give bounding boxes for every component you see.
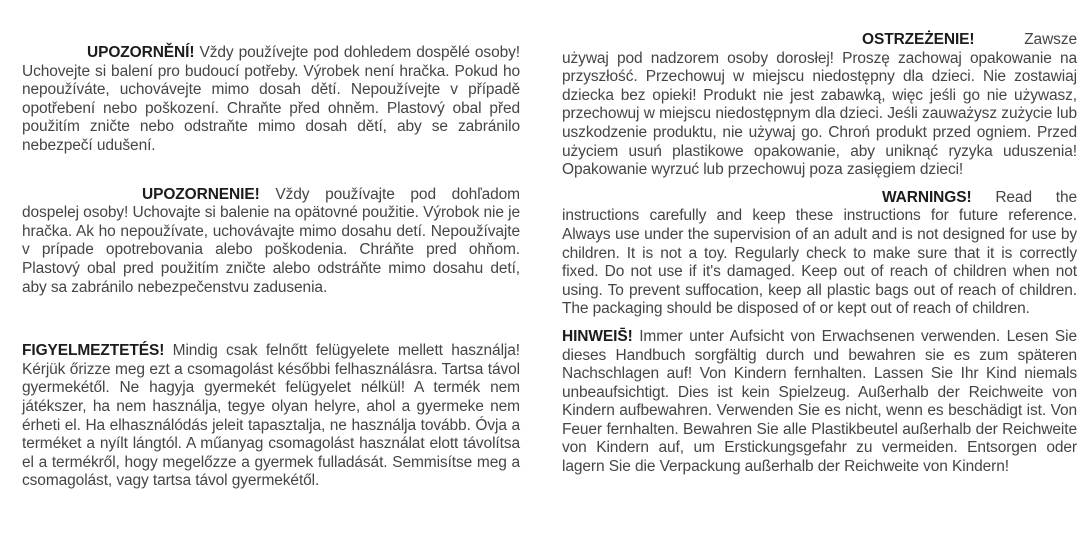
warning-paragraph-english: [562, 189, 1077, 319]
warning-paragraph-czech: [22, 44, 520, 156]
warning-heading-english: WARNINGS!: [882, 188, 972, 206]
warning-body-german: Immer unter Aufsicht von Erwachsenen verwenden. Lesen Sie dieses Handbuch sorgfältig durch und bewahren sie es zum späteren Nachschlagen auf! Von Kindern fernhalten. Lassen Sie Ihr Kind niemals unbeaufsichtigt. Dies ist kein Spielzeug. Außerhalb der Reichweite von Kindern aufbewahren. Verwenden Sie es nicht, wenn es beschädigt ist. Von Feuer fernhalten. Bewahren Sie alle Plastikbeutel außerhalb der Reichweite von Kindern auf, um Erstickungsgefahr zu vermeiden. Entsorgen oder lagern Sie die Verpackung außerhalb der Reichweite von Kindern!: [562, 327, 1077, 476]
warning-heading-czech: UPOZORNĚNÍ!: [87, 44, 195, 61]
warning-paragraph-slovak: [22, 186, 520, 298]
warning-body-english: Read the instructions carefully and keep these instructions for future reference. Always use under the supervision of an adult and is not designed for use by children. It is not a toy. Regularly check to make sure that it is correctly fixed. Do not use if it's damaged. Keep out of reach of children when not using. To prevent suffocation, keep all plastic bags out of reach of children. The packaging should be disposed of or kept out of reach of children.: [562, 188, 1077, 318]
warning-heading-hungarian: FIGYELMEZTETÉS!: [22, 342, 165, 360]
warning-paragraph-hungarian: [22, 342, 520, 491]
warning-heading-polish: OSTRZEŻENIE!: [862, 31, 975, 48]
left-column: [22, 0, 520, 534]
warning-body-polish: Zawsze używaj pod nadzorem osoby dorosłej! Proszę zachowaj opakowanie na przyszłość. Przechowuj w miejscu niedostępny dla dzieci. Nie zostawiaj dziecka bez opieki! Produkt nie jest zabawką, więc jeśli go nie używasz, przechowuj w miejscu niedostępnym dla dzieci. Jeśli zauważysz zużycie lub uszkodzenie produktu, nie używaj go. Chroń produkt przed ogniem. Przed użyciem usuń plastikowe opakowanie, aby uniknąć ryzyka uduszenia! Opakowanie wyrzuć lub przechowuj poza zasięgiem dzieci!: [562, 31, 1077, 179]
warning-body-czech: Vždy používejte pod dohledem dospělé osoby! Uchovejte si balení pro budoucí potřeby. Výrobek není hračka. Pokud ho nepoužíváte, uchovávejte mimo dosah dětí. Nepoužívejte v případě opotřebení nebo poškození. Chraňte před ohněm. Plastový obal před použitím zničte nebo odstraňte mimo dosah dětí, aby se zabránilo nebezpečí udušení.: [22, 44, 520, 154]
warning-body-slovak: Vždy používajte pod dohľadom dospelej osoby! Uchovajte si balenie na opätovné použitie. Výrobok nie je hračka. Ak ho nepoužívate, uchovávajte mimo dosahu detí. Nepoužívajte v prípade opotrebovania alebo poškodenia. Chráňte pred ohňom. Plastový obal pred použitím zničte alebo odstráňte mimo dosahu detí, aby sa zabránilo nebezpečenstvu zadusenia.: [22, 185, 520, 296]
warning-heading-slovak: UPOZORNENIE!: [142, 185, 260, 203]
warning-heading-german: HINWEIS̄!: [562, 327, 633, 345]
warning-paragraph-polish: [562, 31, 1077, 180]
warning-body-hungarian: Mindig csak felnőtt felügyelete mellett használja! Kérjük őrizze meg ezt a csomagolást későbbi felhasználásra. Tartsa távol gyermekétől. Ne hagyja gyermekét felügyelet nélkül! A termék nem játékszer, ha nem használja, tegye olyan helyre, ahol a gyermeke nem érheti el. Ha elhasználódás jeleit tapasztalja, ne használja tovább. Óvja a terméket a nyílt lángtól. A műanyag csomagolást használat elott távolítsa el a termékről, hogy megelőzze a gyermek fulladását. Semmisítse meg a csomagolást, vagy tartsa távol gyermekétől.: [22, 342, 520, 490]
warning-paragraph-german: [562, 328, 1077, 477]
right-column: [562, 0, 1077, 534]
